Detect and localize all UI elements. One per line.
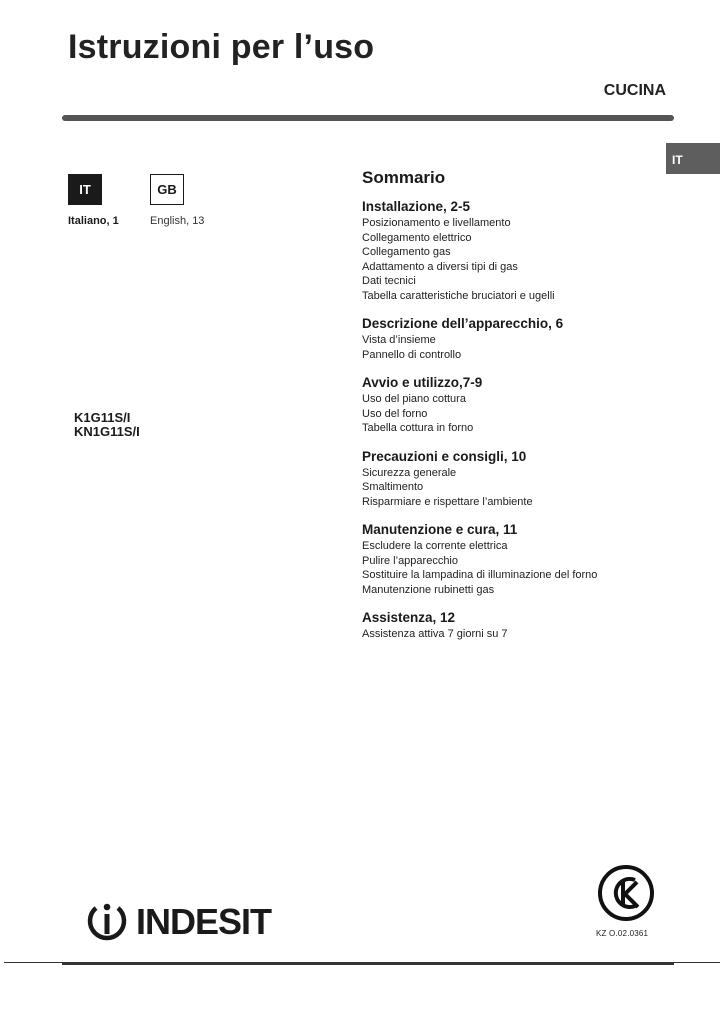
power-i-icon [84, 898, 130, 946]
toc-item: Pannello di controllo [362, 348, 462, 361]
toc-item: Sicurezza generale [362, 466, 457, 479]
table-of-contents [362, 168, 682, 655]
header-divider [62, 115, 674, 121]
toc-item: Risparmiare e rispettare l’ambiente [362, 495, 533, 508]
toc-item: Posizionamento e livellamento [362, 217, 511, 229]
toc-title: Sommario [362, 168, 446, 187]
toc-section-heading: Assistenza, 12 [362, 610, 456, 625]
toc-item: Tabella caratteristiche bruciatori e ugelli [362, 289, 555, 302]
certification-seal-icon [597, 864, 655, 924]
toc-item: Smaltimento [362, 481, 424, 493]
toc-section [362, 449, 682, 510]
toc-item: Escludere la corrente elettrica [362, 540, 508, 552]
toc-item: Manutenzione rubinetti gas [362, 583, 495, 596]
language-box-it: IT [68, 174, 102, 205]
toc-section [362, 610, 682, 642]
toc-section-heading: Avvio e utilizzo,7-9 [362, 375, 483, 390]
certification-code: KZ O.02.0361 [596, 929, 649, 938]
language-box-gb: GB [150, 174, 184, 205]
toc-item: Pulire l’apparecchio [362, 554, 458, 567]
toc-section [362, 375, 682, 436]
product-category: CUCINA [603, 82, 666, 99]
toc-item: Uso del piano cottura [362, 393, 466, 405]
indesit-logo [84, 898, 271, 946]
toc-section [362, 316, 682, 362]
toc-section-heading: Descrizione dell’apparecchio, 6 [362, 316, 564, 331]
language-label-gb: English, 13 [150, 215, 205, 227]
toc-section-heading: Manutenzione e cura, 11 [362, 522, 518, 537]
toc-item: Adattamento a diversi tipi di gas [362, 260, 518, 273]
model-number: KN1G11S/I [74, 424, 140, 439]
page-title: Istruzioni per l’uso [68, 28, 375, 66]
brand-name: INDESIT [136, 901, 272, 942]
certification-mark [597, 864, 655, 929]
toc-section-heading: Precauzioni e consigli, 10 [362, 448, 527, 464]
toc-section [362, 199, 682, 303]
toc-section-heading: Installazione, 2-5 [362, 199, 471, 214]
footer-divider-thick [62, 963, 674, 965]
toc-item: Sostituire la lampadina di illuminazione del forno [362, 569, 598, 581]
toc-item: Collegamento elettrico [362, 231, 472, 244]
toc-section [362, 522, 682, 597]
toc-item: Collegamento gas [362, 246, 451, 258]
language-side-tab: IT [666, 143, 720, 174]
toc-item: Dati tecnici [362, 275, 416, 287]
toc-item: Tabella cottura in forno [362, 422, 474, 434]
toc-item: Vista d’insieme [362, 334, 436, 346]
model-list [74, 411, 140, 439]
model-number: K1G11S/I [74, 410, 131, 425]
language-label-it: Italiano, 1 [68, 215, 119, 227]
toc-item: Assistenza attiva 7 giorni su 7 [362, 628, 508, 640]
toc-item: Uso del forno [362, 407, 428, 420]
